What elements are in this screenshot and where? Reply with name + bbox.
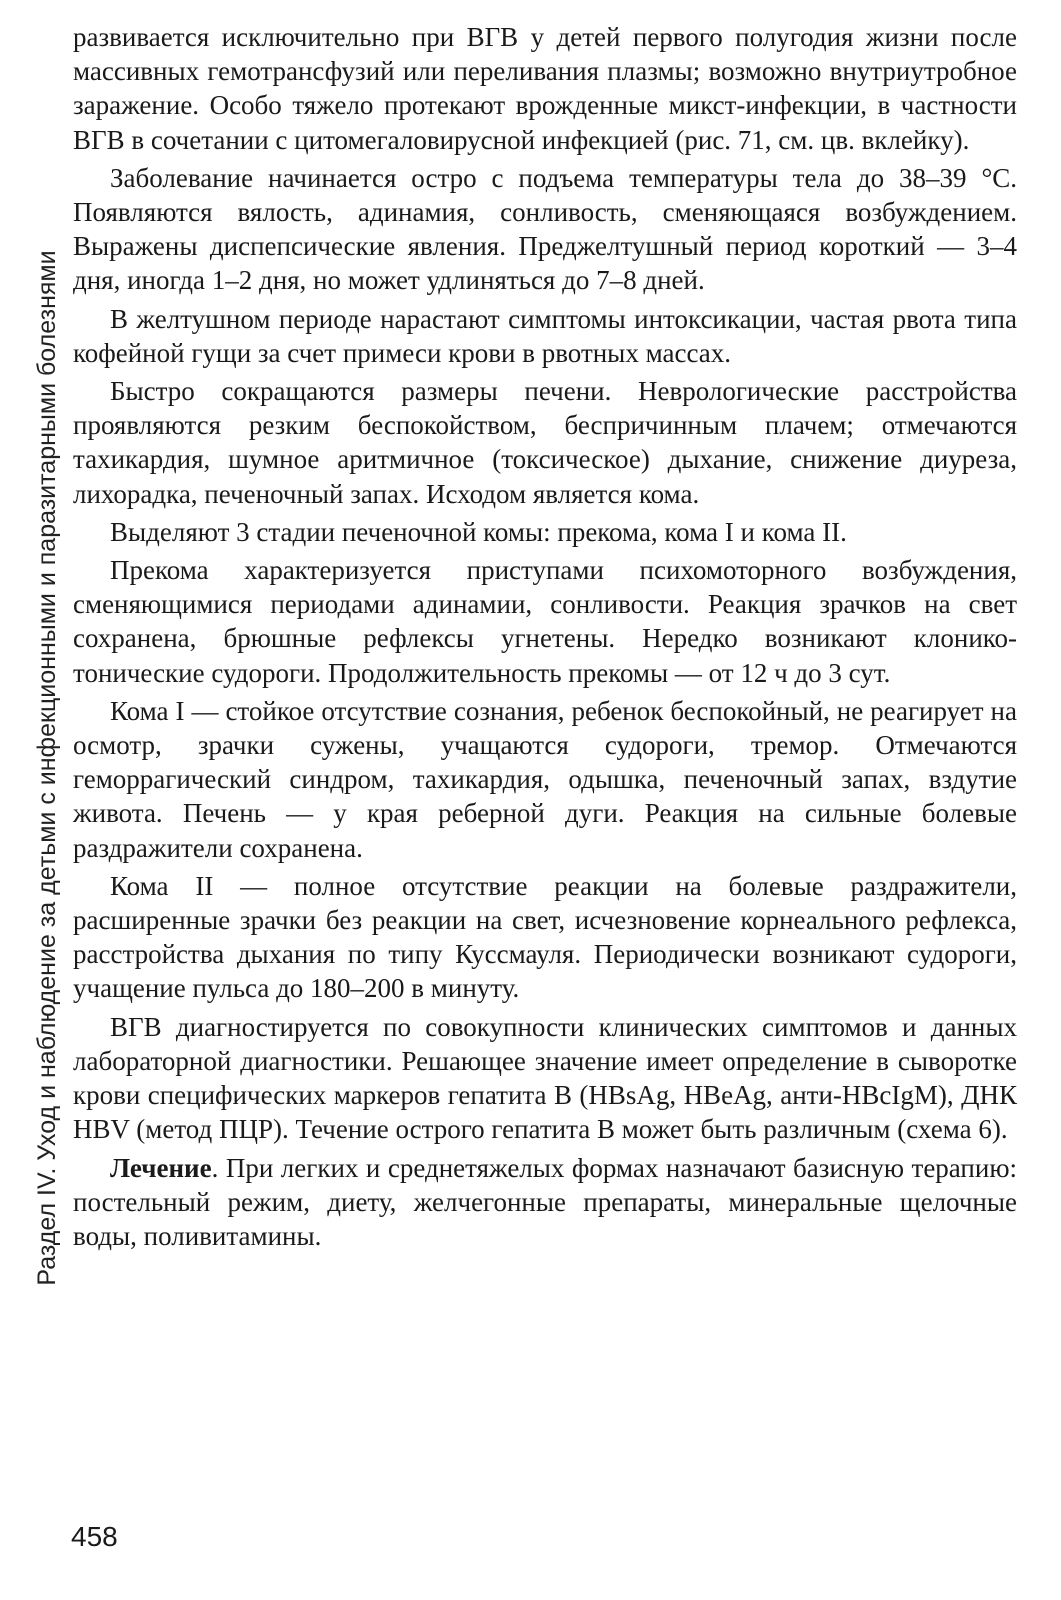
paragraph-treatment-text: . При легких и среднетяжелых формах назначают базисную терапию: постельный режим, диету, желчегонные препараты, минеральные щелочные воды, поливитамины.: [73, 1152, 1017, 1251]
run-in-heading: Лечение: [110, 1152, 212, 1183]
paragraph: ВГВ диагностируется по совокупности клинических симптомов и данных лабораторной диагностики. Решающее значение имеет определение в сыворотке крови специфических маркеров гепатита В (HBsAg, HBeAg, анти-HBcIgM), ДНК HBV (метод ПЦР). Течение острого гепатита В может быть различным (схема 6).: [73, 1011, 1017, 1145]
page-number: 458: [71, 1521, 118, 1552]
running-header: Раздел IV. Уход и наблюдение за детьми с инфекционными и паразитарными болезнями: [33, 250, 61, 1286]
paragraph: развивается исключительно при ВГВ у детей первого полугодия жизни после массивных гемотрансфузий или переливания плазмы; возможно внутриутробное заражение. Особо тяжело протекают врожденные микст-инфекции, в частности ВГВ в сочетании с цитомегаловирусной инфекцией (рис. 71, см. цв. вклейку).: [73, 22, 1017, 155]
body-text: [73, 20, 1017, 1253]
paragraph: Прекома характеризуется приступами психомоторного возбуждения, сменяющимися периодами адинамии, сонливости. Реакция зрачков на свет сохранена, брюшные рефлексы угнетены. Нередко возникают клонико-тонические судороги. Продолжительность прекомы — от 12 ч до 3 сут.: [73, 555, 1017, 688]
paragraph-treatment: [73, 1151, 1017, 1254]
paragraph: Кома II — полное отсутствие реакции на болевые раздражители, расширенные зрачки без реакции на свет, исчезновение корнеального рефлекса, расстройства дыхания по типу Куссмауля. Периодически возникают судороги, учащение пульса до 180–200 в минуту.: [73, 870, 1017, 1004]
paragraph: Быстро сокращаются размеры печени. Неврологические расстройства проявляются резким беспокойством, беспричинным плачем; отмечаются тахикардия, шумное аритмичное (токсическое) дыхание, снижение диуреза, лихорадка, печеночный запах. Исходом является кома.: [73, 376, 1017, 509]
paragraph: Кома I — стойкое отсутствие сознания, ребенок беспокойный, не реагирует на осмотр, зрачки сужены, учащаются судороги, тремор. Отмечаются геморрагический синдром, тахикардия, одышка, печеночный запах, вздутие живота. Печень — у края реберной дуги. Реакция на сильные болевые раздражители сохранена.: [73, 695, 1017, 863]
paragraph: Заболевание начинается остро с подъема температуры тела до 38–39 °С. Появляются вялость, адинамия, сонливость, сменяющаяся возбуждением. Выражены диспепсические явления. Преджелтушный период короткий — 3–4 дня, иногда 1–2 дня, но может удлиняться до 7–8 дней.: [73, 162, 1017, 296]
paragraph: В желтушном периоде нарастают симптомы интоксикации, частая рвота типа кофейной гущи за счет примеси крови в рвотных массах.: [73, 303, 1017, 368]
paragraph: Выделяют 3 стадии печеночной комы: прекома, кома I и кома II.: [110, 516, 847, 547]
